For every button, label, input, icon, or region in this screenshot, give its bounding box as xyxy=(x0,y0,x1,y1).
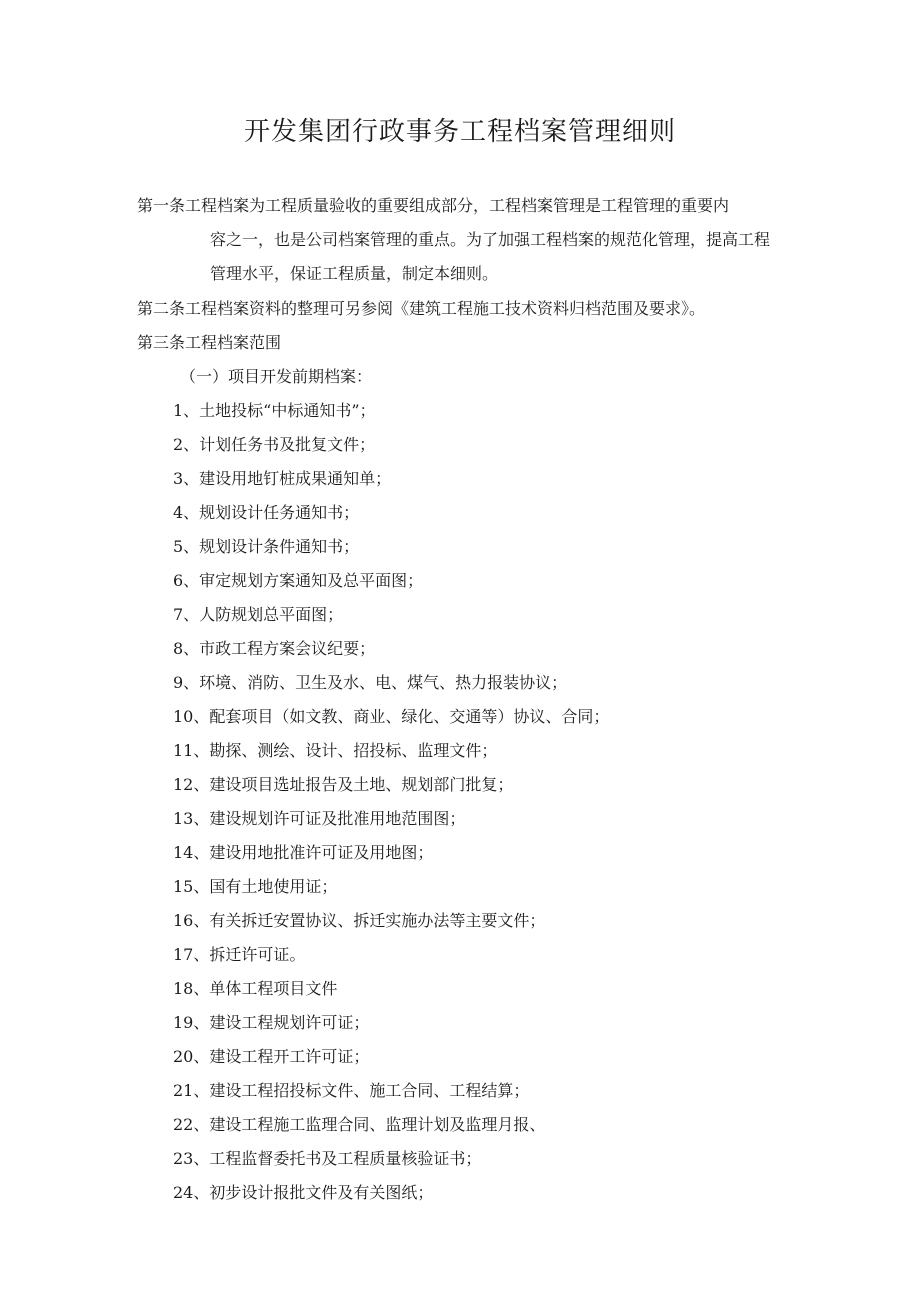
list-item: 5、规划设计条件通知书； xyxy=(173,537,360,556)
list-item: 23、工程监督委托书及工程质量核验证书； xyxy=(173,1149,482,1168)
list-item: 7、人防规划总平面图； xyxy=(173,605,344,624)
list-item: 17、拆迁许可证。 xyxy=(173,945,306,964)
list-item: 14、建设用地批准许可证及用地图； xyxy=(173,843,434,862)
section-1-heading: （一）项目开发前期档案： xyxy=(180,367,373,386)
article-1-first-line: 第一条工程档案为工程质量验收的重要组成部分，工程档案管理是工程管理的重要内 xyxy=(137,196,730,215)
article-2: 第二条工程档案资料的整理可另参阅《建筑工程施工技术资料归档范围及要求》。 xyxy=(137,299,706,318)
list-item: 2、计划任务书及批复文件； xyxy=(173,435,376,454)
list-item: 24、初步设计报批文件及有关图纸； xyxy=(173,1183,434,1202)
list-item: 1、土地投标“中标通知书”； xyxy=(173,401,376,420)
document-title: 开发集团行政事务工程档案管理细则 xyxy=(243,117,676,147)
list-item: 6、审定规划方案通知及总平面图； xyxy=(173,571,424,590)
list-item: 21、建设工程招投标文件、施工合同、工程结算； xyxy=(173,1081,530,1100)
article-1 xyxy=(137,189,777,291)
list-item: 9、环境、消防、卫生及水、电、煤气、热力报装协议； xyxy=(173,673,568,692)
article-3: 第三条工程档案范围 xyxy=(137,333,282,352)
list-item: 19、建设工程规划许可证； xyxy=(173,1013,370,1032)
article-1-continuation: 容之一，也是公司档案管理的重点。为了加强工程档案的规范化管理，提高工程管理水平，保证工程质量，制定本细则。 xyxy=(210,230,771,283)
list-item: 3、建设用地钉桩成果通知单； xyxy=(173,469,392,488)
list-item: 10、配套项目（如文教、商业、绿化、交通等）协议、合同； xyxy=(173,707,610,726)
list-item: 18、单体工程项目文件 xyxy=(173,979,338,998)
list-item: 16、有关拆迁安置协议、拆迁实施办法等主要文件； xyxy=(173,911,546,930)
list-item: 20、建设工程开工许可证； xyxy=(173,1047,370,1066)
list-item: 12、建设项目选址报告及土地、规划部门批复； xyxy=(173,775,514,794)
list-item: 22、建设工程施工监理合同、监理计划及监理月报、 xyxy=(173,1115,546,1134)
list-item: 15、国有土地使用证； xyxy=(173,877,338,896)
list-item: 4、规划设计任务通知书； xyxy=(173,503,360,522)
list-item: 8、市政工程方案会议纪要； xyxy=(173,639,376,658)
list-item: 11、勘探、测绘、设计、招投标、监理文件； xyxy=(173,741,498,760)
list-item: 13、建设规划许可证及批准用地范围图； xyxy=(173,809,466,828)
